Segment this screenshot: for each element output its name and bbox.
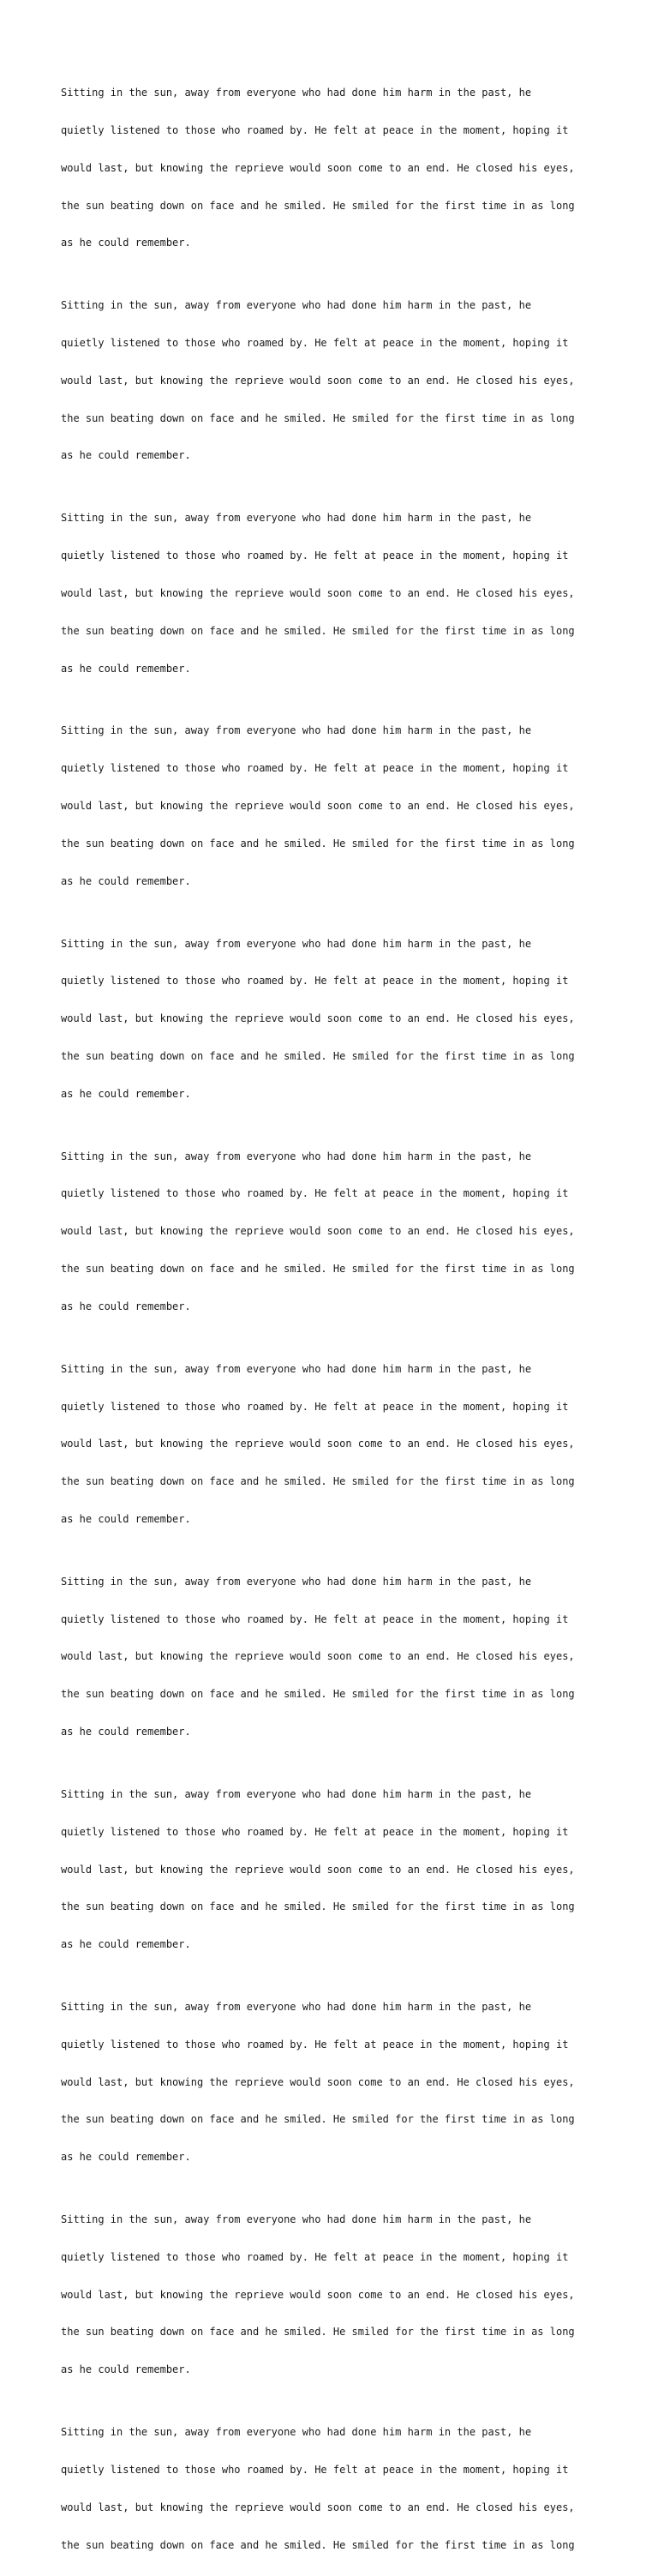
paragraph: [61, 700, 609, 912]
text-line: Sitting in the sun, away from everyone who had done him harm in the past, he: [61, 2213, 532, 2226]
text-line: Sitting in the sun, away from everyone who had done him harm in the past, he: [61, 1787, 532, 1800]
text-line: quietly listened to those who roamed by. He felt at peace in the moment, hoping it: [61, 123, 569, 136]
text-line: Sitting in the sun, away from everyone who had done him harm in the past, he: [61, 87, 532, 99]
text-line: quietly listened to those who roamed by. He felt at peace in the moment, hoping it: [61, 2250, 569, 2263]
paragraph: [61, 62, 609, 274]
paragraph: [61, 1976, 609, 2189]
paragraph: [61, 1125, 609, 1337]
text-line: quietly listened to those who roamed by. He felt at peace in the moment, hoping it: [61, 337, 569, 350]
text-line: would last, but knowing the reprieve would soon come to an end. He closed his eyes,: [61, 1012, 575, 1025]
document-body: [61, 62, 609, 2576]
text-line: would last, but knowing the reprieve would soon come to an end. He closed his eyes,: [61, 1225, 575, 1238]
text-line: quietly listened to those who roamed by. He felt at peace in the moment, hoping it: [61, 975, 569, 988]
text-line: would last, but knowing the reprieve would soon come to an end. He closed his eyes,: [61, 1863, 575, 1876]
text-line: as he could remember.: [61, 1725, 191, 1738]
text-line: quietly listened to those who roamed by. He felt at peace in the moment, hoping it: [61, 1825, 569, 1838]
paragraph: [61, 487, 609, 700]
text-line: as he could remember.: [61, 874, 191, 887]
text-line: the sun beating down on face and he smiled. He smiled for the first time in as long: [61, 837, 575, 850]
paragraph: [61, 2401, 609, 2576]
text-line: the sun beating down on face and he smiled. He smiled for the first time in as long: [61, 1688, 575, 1701]
text-line: the sun beating down on face and he smiled. He smiled for the first time in as long: [61, 1049, 575, 1062]
text-line: the sun beating down on face and he smiled. He smiled for the first time in as long: [61, 411, 575, 424]
text-line: Sitting in the sun, away from everyone who had done him harm in the past, he: [61, 512, 532, 525]
text-line: Sitting in the sun, away from everyone who had done him harm in the past, he: [61, 724, 532, 737]
text-line: Sitting in the sun, away from everyone who had done him harm in the past, he: [61, 2426, 532, 2439]
text-line: quietly listened to those who roamed by. He felt at peace in the moment, hoping it: [61, 762, 569, 775]
paragraph: [61, 2189, 609, 2401]
text-line: Sitting in the sun, away from everyone who had done him harm in the past, he: [61, 2001, 532, 2014]
text-line: the sun beating down on face and he smiled. He smiled for the first time in as long: [61, 2113, 575, 2126]
text-line: as he could remember.: [61, 1938, 191, 1951]
paragraph: [61, 1763, 609, 1976]
text-line: as he could remember.: [61, 2363, 191, 2376]
text-line: Sitting in the sun, away from everyone who had done him harm in the past, he: [61, 299, 532, 312]
text-line: would last, but knowing the reprieve would soon come to an end. He closed his eyes,: [61, 1438, 575, 1450]
text-line: would last, but knowing the reprieve would soon come to an end. He closed his eyes,: [61, 2288, 575, 2301]
text-line: would last, but knowing the reprieve would soon come to an end. He closed his eyes,: [61, 161, 575, 174]
paragraph: [61, 1551, 609, 1763]
text-line: the sun beating down on face and he smiled. He smiled for the first time in as long: [61, 199, 575, 212]
paragraph: [61, 274, 609, 487]
paragraph: [61, 912, 609, 1125]
text-line: as he could remember.: [61, 449, 191, 462]
text-line: quietly listened to those who roamed by. He felt at peace in the moment, hoping it: [61, 2038, 569, 2051]
text-line: quietly listened to those who roamed by. He felt at peace in the moment, hoping it: [61, 1612, 569, 1625]
text-line: the sun beating down on face and he smiled. He smiled for the first time in as long: [61, 2326, 575, 2339]
text-line: would last, but knowing the reprieve would soon come to an end. He closed his eyes,: [61, 800, 575, 813]
text-line: Sitting in the sun, away from everyone who had done him harm in the past, he: [61, 937, 532, 950]
text-line: quietly listened to those who roamed by. He felt at peace in the moment, hoping it: [61, 1400, 569, 1413]
text-line: the sun beating down on face and he smiled. He smiled for the first time in as long: [61, 1263, 575, 1275]
text-line: would last, but knowing the reprieve would soon come to an end. He closed his eyes,: [61, 374, 575, 387]
text-line: Sitting in the sun, away from everyone who had done him harm in the past, he: [61, 1362, 532, 1375]
paragraph: [61, 1338, 609, 1551]
text-line: as he could remember.: [61, 1300, 191, 1312]
text-line: would last, but knowing the reprieve would soon come to an end. He closed his eyes,: [61, 1650, 575, 1663]
text-line: would last, but knowing the reprieve would soon come to an end. He closed his eyes,: [61, 2501, 575, 2513]
text-line: Sitting in the sun, away from everyone who had done him harm in the past, he: [61, 1150, 532, 1162]
text-line: quietly listened to those who roamed by. He felt at peace in the moment, hoping it: [61, 2464, 569, 2476]
text-line: the sun beating down on face and he smiled. He smiled for the first time in as long: [61, 1900, 575, 1913]
text-line: as he could remember.: [61, 1087, 191, 1100]
text-line: would last, but knowing the reprieve would soon come to an end. He closed his eyes,: [61, 586, 575, 599]
text-line: quietly listened to those who roamed by. He felt at peace in the moment, hoping it: [61, 549, 569, 562]
text-line: the sun beating down on face and he smiled. He smiled for the first time in as long: [61, 1475, 575, 1488]
text-line: quietly listened to those who roamed by. He felt at peace in the moment, hoping it: [61, 1187, 569, 1200]
text-line: as he could remember.: [61, 1512, 191, 1525]
text-line: as he could remember.: [61, 237, 191, 249]
text-line: as he could remember.: [61, 2151, 191, 2164]
text-line: the sun beating down on face and he smiled. He smiled for the first time in as long: [61, 2538, 575, 2551]
text-line: as he could remember.: [61, 662, 191, 675]
text-line: would last, but knowing the reprieve would soon come to an end. He closed his eyes,: [61, 2075, 575, 2088]
text-line: the sun beating down on face and he smiled. He smiled for the first time in as long: [61, 624, 575, 637]
text-line: Sitting in the sun, away from everyone who had done him harm in the past, he: [61, 1575, 532, 1588]
